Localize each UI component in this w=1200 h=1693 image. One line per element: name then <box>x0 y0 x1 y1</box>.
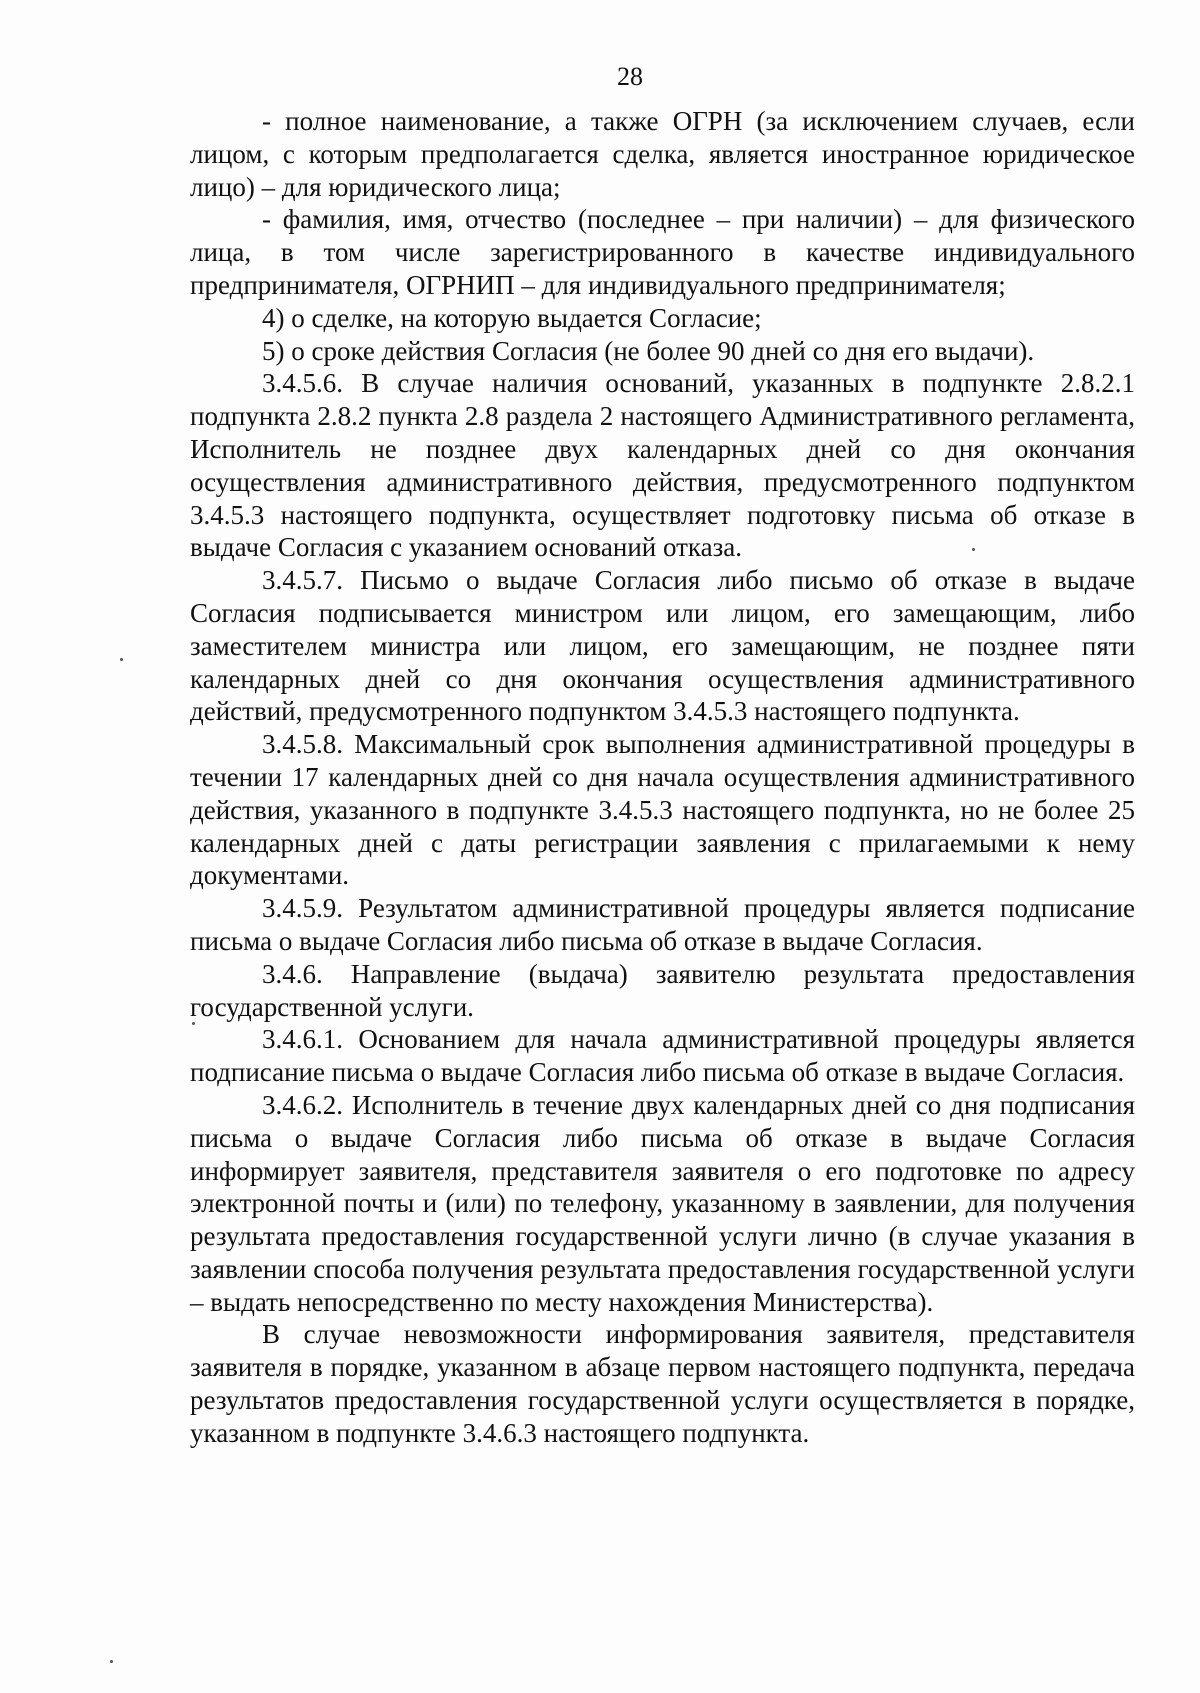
paragraph-3-4-5-6: 3.4.5.6. В случае наличия оснований, указанных в подпункте 2.8.2.1 подпункта 2.8.2 пункта 2.8 раздела 2 настоящего Административного регламента, Исполнитель не позднее двух календарных дней со дня окончания осуществления административного действия, предусмотренного подпунктом 3.4.5.3 настоящего подпункта, осуществляет подготовку письма об отказе в выдаче Согласия с указанием оснований отказа. <box>190 368 1135 563</box>
document-body <box>190 105 1135 1450</box>
paragraph-3-4-6-1: 3.4.6.1. Основанием для начала административной процедуры является подписание письма о выдаче Согласия либо письма об отказе в выдаче Согласия. <box>190 1024 1135 1088</box>
paragraph-3-4-5-7: 3.4.5.7. Письмо о выдаче Согласия либо письмо об отказе в выдаче Согласия подписывается министром или лицом, его замещающим, либо заместителем министра или лицом, его замещающим, не позднее пяти календарных дней со дня окончания осуществления административного действий, предусмотренного подпунктом 3.4.5.3 настоящего подпункта. <box>190 565 1135 727</box>
paragraph-3-4-6: 3.4.6. Направление (выдача) заявителю результата предоставления государственной услуги. <box>190 958 1135 1022</box>
paragraph-3-4-6-2: 3.4.6.2. Исполнитель в течение двух календарных дней со дня подписания письма о выдаче Согласия либо письма об отказе в выдаче Согласия информирует заявителя, представителя заявителя о его подготовке по адресу электронной почты и (или) по телефону, указанному в заявлении, для получения результата предоставления государственной услуги лично (в случае указания в заявлении способа получения результата предоставления государственной услуги – выдать непосредственно по месту нахождения Министерства). <box>190 1089 1135 1317</box>
paragraph-3-4-5-8: 3.4.5.8. Максимальный срок выполнения административной процедуры в течении 17 календарных дней со дня начала осуществления административного действия, указанного в подпункте 3.4.5.3 настоящего подпункта, но не более 25 календарных дней с даты регистрации заявления с прилагаемыми к нему документами. <box>190 729 1135 891</box>
paragraph-3-4-5-9: 3.4.5.9. Результатом административной процедуры является подписание письма о выдаче Согласия либо письма об отказе в выдаче Согласия. <box>190 893 1135 956</box>
paragraph-legal-entity: - полное наименование, а также ОГРН (за исключением случаев, если лицом, с которым предполагается сделка, является иностранное юридическое лицо) – для юридического лица; <box>190 106 1135 202</box>
page-number: 28 <box>617 62 643 91</box>
scan-speck <box>192 1022 195 1025</box>
paragraph-individual: - фамилия, имя, отчество (последнее – при наличии) – для физического лица, в том числе зарегистрированного в качестве индивидуального предпринимателя, ОГРНИП – для индивидуального предпринимателя; <box>190 204 1135 300</box>
paragraph-impossibility: В случае невозможности информирования заявителя, представителя заявителя в порядке, указанном в абзаце первом настоящего подпункта, передача результатов предоставления государственной услуги осуществляется в порядке, указанном в подпункте 3.4.6.3 настоящего подпункта. <box>190 1319 1135 1448</box>
paragraph-deal: 4) о сделке, на которую выдается Согласие; <box>262 302 762 333</box>
scan-speck <box>972 548 975 551</box>
scan-speck <box>120 658 123 661</box>
paragraph-term: 5) о сроке действия Согласия (не более 90 дней со дня его выдачи). <box>262 335 1035 366</box>
scan-speck <box>110 1660 113 1663</box>
